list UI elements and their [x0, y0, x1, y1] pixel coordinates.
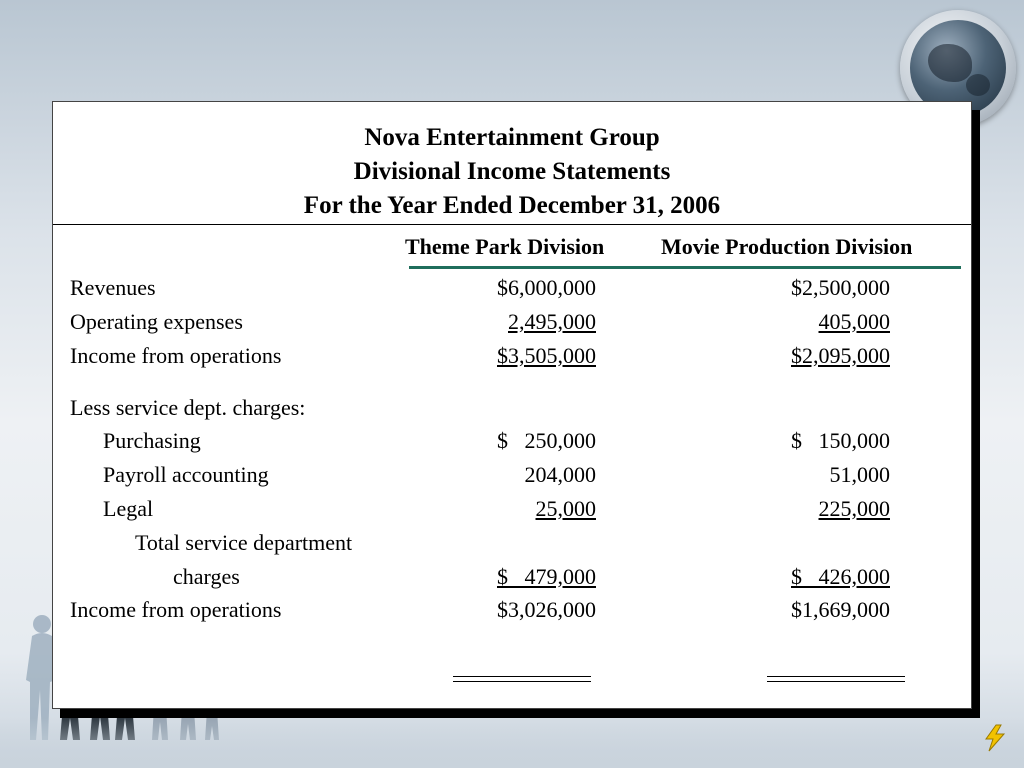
column-header-movie: Movie Production Division — [661, 234, 913, 259]
header-divider — [53, 224, 971, 225]
double-underline-movie — [767, 676, 905, 682]
lightning-icon — [982, 724, 1008, 752]
income-operations-movie: $2,095,000 — [791, 343, 890, 368]
row-label-less-service: Less service dept. charges: — [70, 395, 306, 420]
row-label-total-service-line1: Total service department — [135, 530, 353, 555]
income-operations-final-movie: $1,669,000 — [791, 597, 890, 622]
payroll-movie: 51,000 — [829, 462, 890, 487]
row-label-payroll: Payroll accounting — [103, 462, 269, 487]
total-service-movie: $ 426,000 — [791, 564, 890, 589]
row-label-operating-expenses: Operating expenses — [70, 309, 243, 334]
row-label-income-operations-final: Income from operations — [70, 597, 282, 622]
operating-expenses-theme-park: 2,495,000 — [508, 309, 596, 334]
legal-movie: 225,000 — [818, 496, 890, 521]
total-service-theme-park: $ 479,000 — [497, 564, 596, 589]
double-underline-theme-park — [453, 676, 591, 682]
bottom-band — [0, 718, 1024, 768]
row-label-purchasing: Purchasing — [103, 428, 201, 453]
revenues-movie: $2,500,000 — [791, 275, 890, 300]
income-operations-theme-park: $3,505,000 — [497, 343, 596, 368]
income-operations-final-theme-park: $3,026,000 — [497, 597, 596, 622]
statement-title: Divisional Income Statements — [353, 158, 671, 185]
revenues-theme-park: $6,000,000 — [497, 275, 596, 300]
company-name: Nova Entertainment Group — [364, 124, 660, 151]
purchasing-movie: $ 150,000 — [791, 428, 890, 453]
column-header-rule — [409, 266, 961, 269]
purchasing-theme-park: $ 250,000 — [497, 428, 596, 453]
row-label-revenues: Revenues — [70, 275, 156, 300]
income-statement-panel — [52, 101, 972, 709]
row-label-legal: Legal — [103, 496, 154, 521]
statement-period: For the Year Ended December 31, 2006 — [303, 192, 721, 219]
row-label-total-service-line2: charges — [173, 564, 240, 589]
payroll-theme-park: 204,000 — [524, 462, 596, 487]
legal-theme-park: 25,000 — [535, 496, 596, 521]
row-label-income-operations: Income from operations — [70, 343, 282, 368]
operating-expenses-movie: 405,000 — [818, 309, 890, 334]
column-header-theme-park: Theme Park Division — [405, 234, 605, 259]
